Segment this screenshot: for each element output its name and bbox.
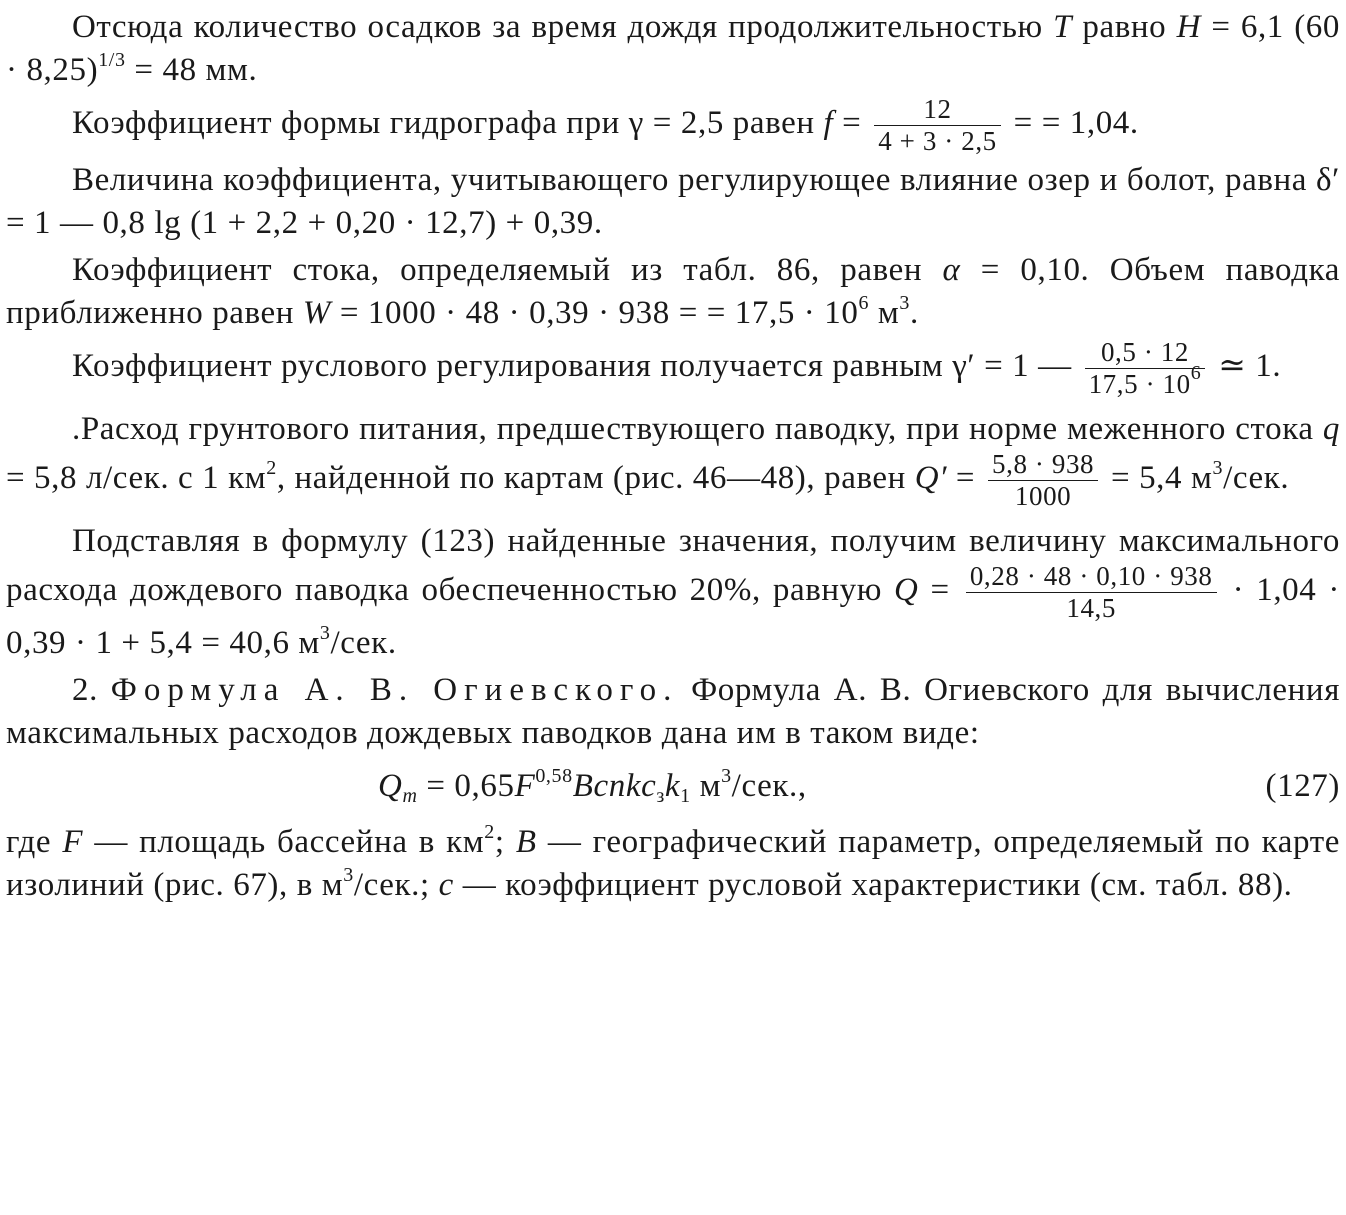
text: , найденной по картам (рис. 46—48), равен [276, 460, 906, 497]
fraction [966, 563, 1217, 622]
text: = [930, 572, 950, 609]
display-formula [6, 761, 1340, 813]
text: 17,5 · 10 [1088, 369, 1191, 399]
section-heading: Формула А. В. Огиевского. [110, 672, 679, 708]
paragraph-lake-coefficient [6, 159, 1340, 245]
text: Коэффициент руслового регулирования получается равным γ′ = 1 — [72, 348, 1072, 385]
fraction-denominator: 1000 [1014, 481, 1072, 511]
section-number: 2. [72, 672, 98, 708]
paragraph-ogievsky-formula [6, 669, 1340, 755]
text: равно [1082, 9, 1167, 45]
text: ; [494, 824, 505, 860]
subscript: m [402, 785, 418, 807]
var-F: F [514, 768, 536, 804]
paragraph-runoff-coefficient [6, 249, 1340, 335]
equation-number: (127) [1265, 768, 1340, 804]
text: — коэффициент русловой характеристики (см. табл. 88). [462, 867, 1293, 903]
page [6, 6, 1340, 911]
subscript: 1 [680, 785, 691, 807]
text: Величина коэффициента, учитывающего регулирующее влияние озер и болот, равна δ′ = 1 — 0,8 lg (1 + 2,2 + 0,20 · 12,7) + 0,39. [6, 162, 1340, 241]
var-f: f [823, 105, 834, 142]
var-H: H [1176, 9, 1201, 45]
var-c: c [438, 867, 454, 903]
text: м [699, 768, 722, 804]
var-W: W [302, 295, 331, 331]
text: — площадь бассейна в км [94, 824, 485, 860]
text: Коэффициент стока, определяемый из табл. 86, равен [72, 252, 923, 288]
var-Q: Q [894, 572, 919, 609]
exponent: 3 [319, 622, 331, 644]
var-Q: Q [378, 768, 403, 804]
text: = [842, 105, 862, 142]
text: = 5,4 м [1111, 460, 1213, 497]
fraction-numerator: 12 [874, 96, 1001, 126]
fraction-numerator: 5,8 · 938 [988, 451, 1098, 481]
var-alpha: α [942, 252, 961, 288]
fraction-denominator: 14,5 [1066, 593, 1116, 623]
text: Коэффициент формы гидрографа при γ = 2,5 равен [72, 105, 815, 142]
text: м [869, 295, 900, 331]
text: = 0,10. [980, 252, 1090, 288]
text: Объем паводка приближенно равен [6, 252, 1340, 331]
exponent: 1/3 [98, 49, 126, 71]
var-group: Bcnkc [572, 768, 657, 804]
fraction [1085, 339, 1206, 398]
paragraph-groundwater [6, 408, 1340, 510]
var-F: F [62, 824, 84, 860]
text: /сек.; [353, 867, 430, 903]
text: где [6, 824, 52, 860]
text: Отсюда количество осадков за время дождя продолжительностью [72, 9, 1043, 45]
var-B: B [515, 824, 537, 860]
formula-expression [378, 765, 807, 808]
text: /сек., [731, 768, 807, 804]
exponent: 0,58 [535, 765, 573, 787]
text: — географический параметр, определяемый по карте изолиний (рис. 67), в м [6, 824, 1340, 903]
exponent: 3 [343, 864, 354, 886]
subscript: з [656, 785, 665, 807]
text: = 6,1 (60 · 8,25) [6, 9, 1341, 88]
exponent: 2 [266, 457, 277, 480]
var-k: k [664, 768, 681, 804]
exponent: 2 [484, 821, 495, 843]
exponent: 3 [1212, 457, 1224, 480]
exponent: 3 [721, 765, 732, 787]
fraction-numerator: 0,28 · 48 · 0,10 · 938 [966, 563, 1217, 593]
text: . [910, 295, 919, 331]
text: /сек. [330, 625, 397, 661]
text: = 48 мм. [134, 52, 258, 88]
exponent: 3 [899, 292, 911, 314]
var-T: T [1053, 9, 1073, 45]
text: = 5,8 л/сек. с 1 км [6, 460, 267, 497]
paragraph-max-discharge [6, 520, 1340, 665]
fraction-numerator: 0,5 · 12 [1085, 339, 1206, 369]
text: = = 1,04. [1013, 105, 1139, 142]
text: = 0,65 [426, 768, 515, 804]
text: = [955, 460, 976, 497]
paragraph-channel-regulation [6, 339, 1340, 398]
var-q: q [1322, 411, 1340, 447]
fraction [874, 96, 1001, 155]
fraction-denominator [1085, 362, 1206, 399]
paragraph-definitions [6, 821, 1340, 907]
var-Q-prime: Q′ [914, 460, 948, 497]
text: = 1000 · 48 · 0,39 · 938 = = 17,5 · 10 [339, 295, 859, 331]
paragraph-precipitation [6, 6, 1340, 92]
text: .Расход грунтового питания, предшествующего паводку, при норме меженного стока [72, 411, 1314, 447]
fraction-denominator: 4 + 3 · 2,5 [878, 126, 997, 156]
exponent: 6 [1190, 362, 1202, 384]
text: · 1,04 · 0,39 · 1 + 5,4 = 40,6 м [6, 572, 1341, 661]
text: ≃ 1. [1218, 348, 1282, 385]
text: Подставляя в формулу (123) найденные значения, получим величину максимального расхода дождевого паводка обеспеченностью 20%, равную [6, 523, 1340, 609]
fraction [988, 451, 1098, 510]
exponent: 6 [858, 292, 870, 314]
text: Формула А. В. Огиевского для вычисления максимальных расходов дождевых паводков дана им в таком виде: [6, 672, 1340, 751]
text: /сек. [1223, 460, 1290, 497]
paragraph-hydrograph-coefficient [6, 96, 1340, 155]
